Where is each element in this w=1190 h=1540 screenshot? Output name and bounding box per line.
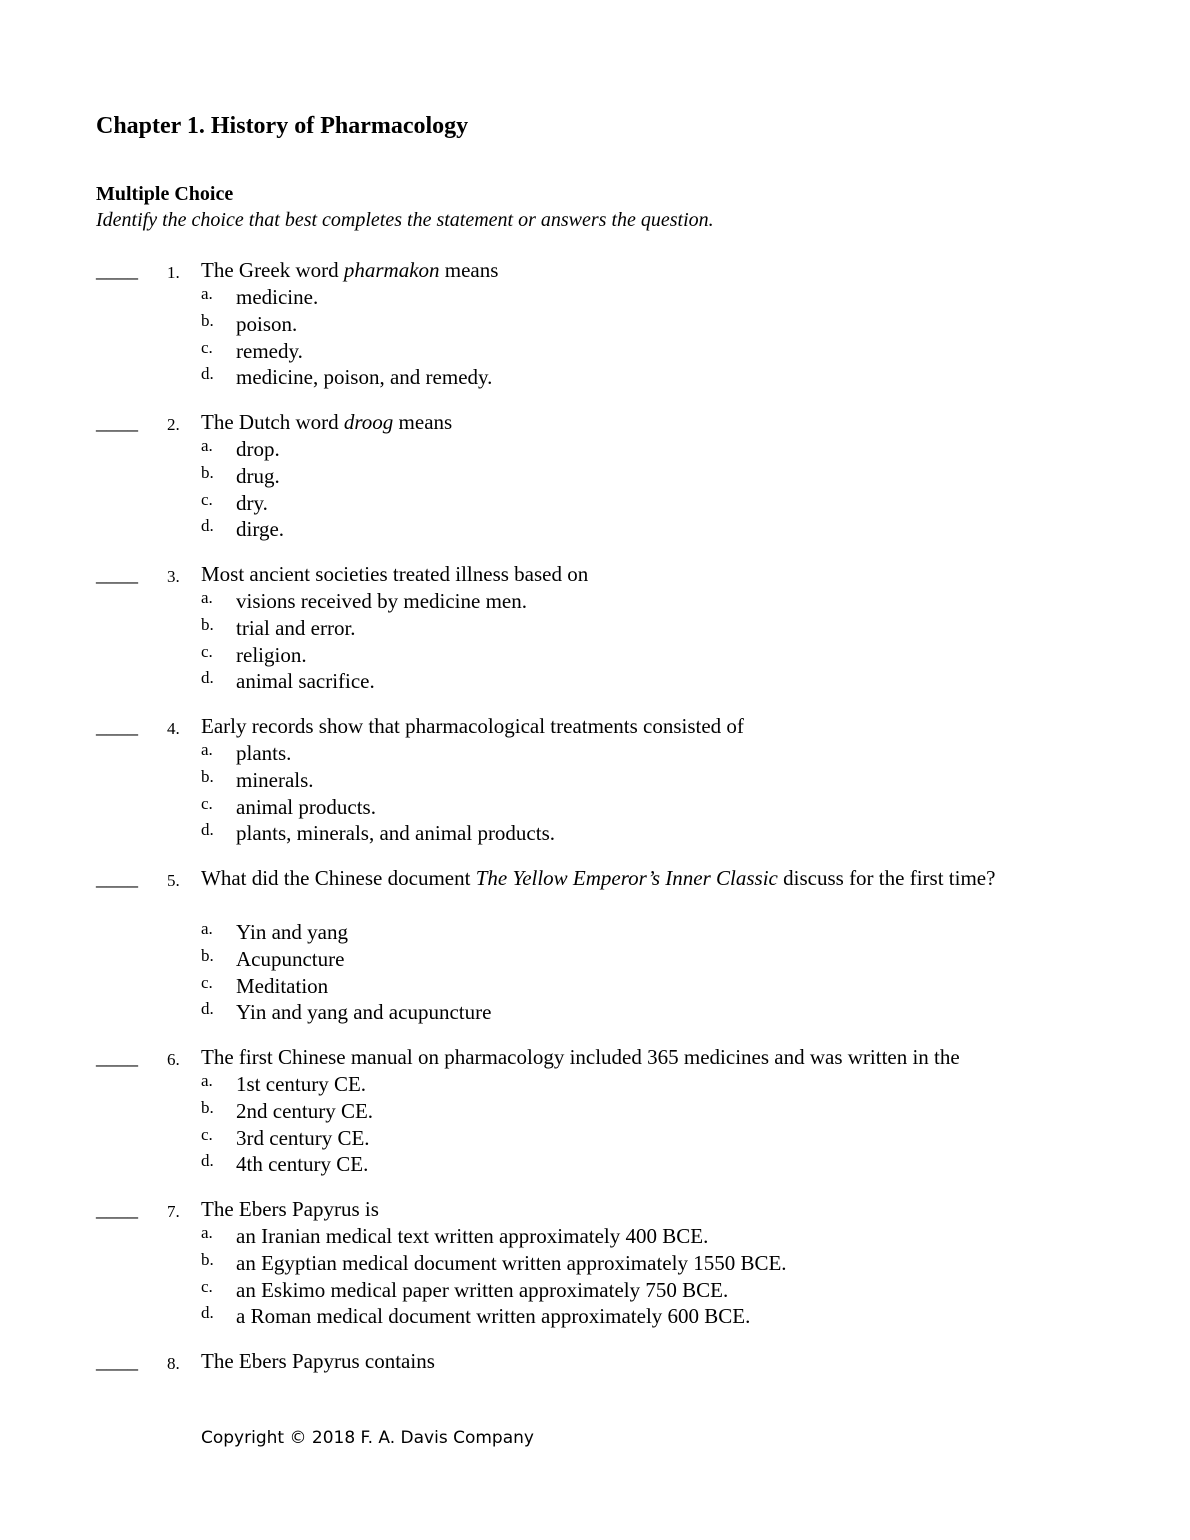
option-letter: a. [201,284,213,303]
question-number: 8. [167,1354,180,1373]
stem-text: Most ancient societies treated illness based on [201,562,589,586]
stem-italic-term: droog [343,410,394,434]
option-letter: c. [201,972,213,992]
option-text: remedy. [236,338,303,363]
option-letter: a. [201,1223,213,1242]
question-stem [201,409,1061,436]
stem-text: The Ebers Papyrus is [201,1197,379,1221]
option-text: dirge. [236,517,285,542]
stem-text: Early records show that pharmacological treatments consisted of [201,714,744,738]
stem-text: means [393,410,453,434]
question-stem [201,1196,1061,1223]
option-letter: c. [201,337,213,357]
answer-blank: ____ [96,258,138,282]
stem-italic-term: pharmakon [343,258,440,282]
option-text: poison. [236,311,298,336]
question-stem [201,1348,1061,1375]
option-letter: c. [201,793,213,813]
question-number: 3. [167,567,180,586]
question-stem [201,257,1061,284]
option-letter: a. [201,919,213,938]
option-letter: b. [201,614,214,634]
option-text: religion. [236,642,307,667]
option-text: minerals. [236,767,314,792]
option-text: Yin and yang and acupuncture [236,1000,492,1025]
option-text: medicine, poison, and remedy. [236,365,493,390]
option-text: trial and error. [236,615,356,640]
stem-text: The Greek word [201,258,344,282]
instructions: Identify the choice that best completes the statement or answers the question. [96,209,714,231]
answer-blank: ____ [96,410,138,434]
option-letter: d. [201,516,214,536]
option-text: animal products. [236,794,376,819]
stem-text: discuss for the first time? [777,866,996,890]
option-text: drop. [236,437,280,461]
option-letter: b. [201,310,214,330]
option-letter: d. [201,364,214,384]
option-letter: c. [201,1124,213,1144]
question-stem [201,713,1061,740]
question-number: 5. [167,871,180,890]
answer-blank: ____ [96,714,138,738]
option-text: medicine. [236,285,319,309]
option-text: an Iranian medical text written approximately 400 BCE. [236,1224,709,1248]
question-number: 6. [167,1050,180,1069]
option-letter: d. [201,999,214,1019]
option-letter: a. [201,436,213,455]
option-text: Acupuncture [236,946,345,971]
answer-blank: ____ [96,1045,138,1069]
option-letter: c. [201,489,213,509]
option-letter: a. [201,588,213,607]
option-text: 1st century CE. [236,1072,367,1096]
option-text: animal sacrifice. [236,669,375,694]
stem-text: The Ebers Papyrus contains [201,1349,435,1373]
stem-text: means [439,258,499,282]
option-letter: d. [201,1151,214,1171]
stem-text: What did the Chinese document [201,866,476,890]
option-text: Meditation [236,973,329,998]
option-letter: b. [201,462,214,482]
option-text: an Egyptian medical document written approximately 1550 BCE. [236,1250,787,1275]
option-letter: b. [201,766,214,786]
page-title: Chapter 1. History of Pharmacology [96,113,469,139]
option-letter: b. [201,1097,214,1117]
option-text: Yin and yang [236,920,348,944]
option-letter: b. [201,945,214,965]
question-number: 2. [167,415,180,434]
question-number: 4. [167,719,180,738]
option-letter: b. [201,1249,214,1269]
option-text: a Roman medical document written approximately 600 BCE. [236,1304,751,1329]
question-stem [201,561,1061,588]
copyright-footer: Copyright © 2018 F. A. Davis Company [201,1428,534,1448]
answer-blank: ____ [96,562,138,586]
question-number: 1. [167,263,180,282]
question-number: 7. [167,1202,180,1221]
stem-italic-term: The Yellow Emperor’s Inner Classic [475,866,778,890]
stem-text: The first Chinese manual on pharmacology included 365 medicines and was written in the [201,1045,960,1069]
option-text: an Eskimo medical paper written approximately 750 BCE. [236,1277,729,1302]
option-text: 3rd century CE. [236,1125,370,1150]
option-letter: c. [201,641,213,661]
option-text: drug. [236,463,280,488]
option-letter: d. [201,820,214,840]
option-letter: d. [201,1303,214,1323]
stem-text: The Dutch word [201,410,344,434]
option-text: 2nd century CE. [236,1098,374,1123]
option-text: 4th century CE. [236,1152,369,1177]
option-letter: c. [201,1276,213,1296]
option-text: plants, minerals, and animal products. [236,821,556,846]
option-text: dry. [236,490,268,515]
option-letter: a. [201,740,213,759]
option-letter: d. [201,668,214,688]
option-text: plants. [236,741,292,765]
section-title: Multiple Choice [96,183,234,205]
option-text: visions received by medicine men. [236,589,527,613]
option-letter: a. [201,1071,213,1090]
answer-blank: ____ [96,1349,138,1373]
question-stem [201,1044,1061,1071]
answer-blank: ____ [96,866,138,890]
question-stem [201,865,1061,892]
answer-blank: ____ [96,1197,138,1221]
